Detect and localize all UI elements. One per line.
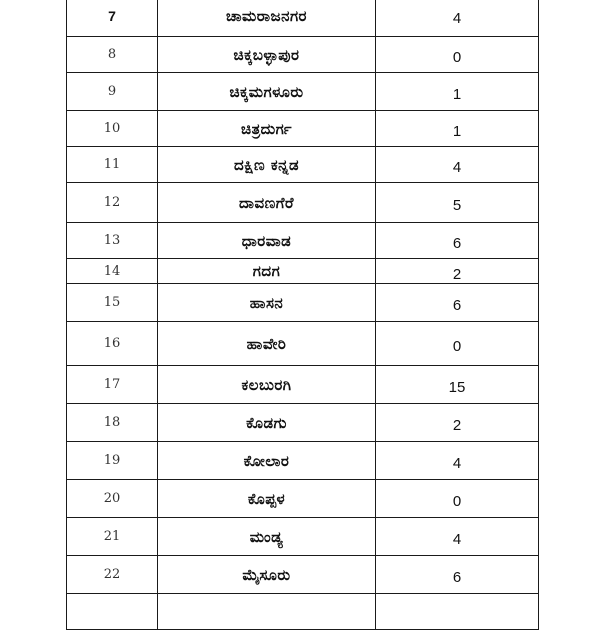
count-cell: 4 bbox=[376, 442, 539, 480]
district-name-cell: ಗದಗ bbox=[158, 259, 376, 284]
district-name-cell: ಚಿಕ್ಕಮಗಳೂರು bbox=[158, 73, 376, 111]
table-row bbox=[67, 594, 539, 630]
table-row bbox=[67, 518, 539, 556]
count-cell: 1 bbox=[376, 73, 539, 111]
district-name-cell bbox=[158, 594, 376, 630]
district-name-cell: ಮೈಸೂರು bbox=[158, 556, 376, 594]
serial-number-cell: 15 bbox=[67, 284, 158, 322]
serial-number-cell: 7 bbox=[67, 0, 158, 37]
serial-number-cell: 22 bbox=[67, 556, 158, 594]
district-name-cell: ಚಿತ್ರದುರ್ಗ bbox=[158, 111, 376, 147]
table-row bbox=[67, 404, 539, 442]
table-row bbox=[67, 556, 539, 594]
table-row bbox=[67, 111, 539, 147]
district-name-cell: ಕಲಬುರಗಿ bbox=[158, 366, 376, 404]
count-cell: 0 bbox=[376, 322, 539, 366]
serial-number-cell: 20 bbox=[67, 480, 158, 518]
serial-number-cell: 16 bbox=[67, 322, 158, 366]
district-name-cell: ಚಾಮರಾಜನಗರ bbox=[158, 0, 376, 37]
district-name-cell: ದಕ್ಷಿಣ ಕನ್ನಡ bbox=[158, 147, 376, 183]
count-cell: 1 bbox=[376, 111, 539, 147]
district-name-cell: ಕೊಡಗು bbox=[158, 404, 376, 442]
serial-number-cell: 10 bbox=[67, 111, 158, 147]
count-cell: 2 bbox=[376, 404, 539, 442]
table-row bbox=[67, 147, 539, 183]
district-name-cell: ದಾವಣಗೆರೆ bbox=[158, 183, 376, 223]
district-table-container bbox=[66, 0, 538, 630]
table-row bbox=[67, 259, 539, 284]
table-row bbox=[67, 442, 539, 480]
table-row bbox=[67, 37, 539, 73]
district-name-cell: ಕೊಪ್ಪಳ bbox=[158, 480, 376, 518]
serial-number-cell: 11 bbox=[67, 147, 158, 183]
serial-number-cell: 13 bbox=[67, 223, 158, 259]
serial-number-cell: 17 bbox=[67, 366, 158, 404]
table-row bbox=[67, 183, 539, 223]
serial-number-cell: 9 bbox=[67, 73, 158, 111]
serial-number-cell: 19 bbox=[67, 442, 158, 480]
table-row bbox=[67, 223, 539, 259]
table-row bbox=[67, 284, 539, 322]
count-cell: 15 bbox=[376, 366, 539, 404]
count-cell: 6 bbox=[376, 556, 539, 594]
count-cell bbox=[376, 594, 539, 630]
table-row bbox=[67, 73, 539, 111]
serial-number-cell: 21 bbox=[67, 518, 158, 556]
table-row bbox=[67, 0, 539, 37]
district-name-cell: ಕೋಲಾರ bbox=[158, 442, 376, 480]
count-cell: 6 bbox=[376, 223, 539, 259]
district-name-cell: ಮಂಡ್ಯ bbox=[158, 518, 376, 556]
table-row bbox=[67, 366, 539, 404]
count-cell: 4 bbox=[376, 518, 539, 556]
table-row bbox=[67, 480, 539, 518]
count-cell: 2 bbox=[376, 259, 539, 284]
serial-number-cell: 8 bbox=[67, 37, 158, 73]
district-name-cell: ಹಾವೇರಿ bbox=[158, 322, 376, 366]
district-name-cell: ಚಿಕ್ಕಬಳ್ಳಾಪುರ bbox=[158, 37, 376, 73]
count-cell: 0 bbox=[376, 37, 539, 73]
district-count-table bbox=[66, 0, 539, 630]
serial-number-cell: 12 bbox=[67, 183, 158, 223]
serial-number-cell bbox=[67, 594, 158, 630]
district-name-cell: ಹಾಸನ bbox=[158, 284, 376, 322]
table-row bbox=[67, 322, 539, 366]
count-cell: 5 bbox=[376, 183, 539, 223]
count-cell: 4 bbox=[376, 147, 539, 183]
district-name-cell: ಧಾರವಾಡ bbox=[158, 223, 376, 259]
count-cell: 0 bbox=[376, 480, 539, 518]
serial-number-cell: 14 bbox=[67, 259, 158, 284]
count-cell: 6 bbox=[376, 284, 539, 322]
count-cell: 4 bbox=[376, 0, 539, 37]
serial-number-cell: 18 bbox=[67, 404, 158, 442]
